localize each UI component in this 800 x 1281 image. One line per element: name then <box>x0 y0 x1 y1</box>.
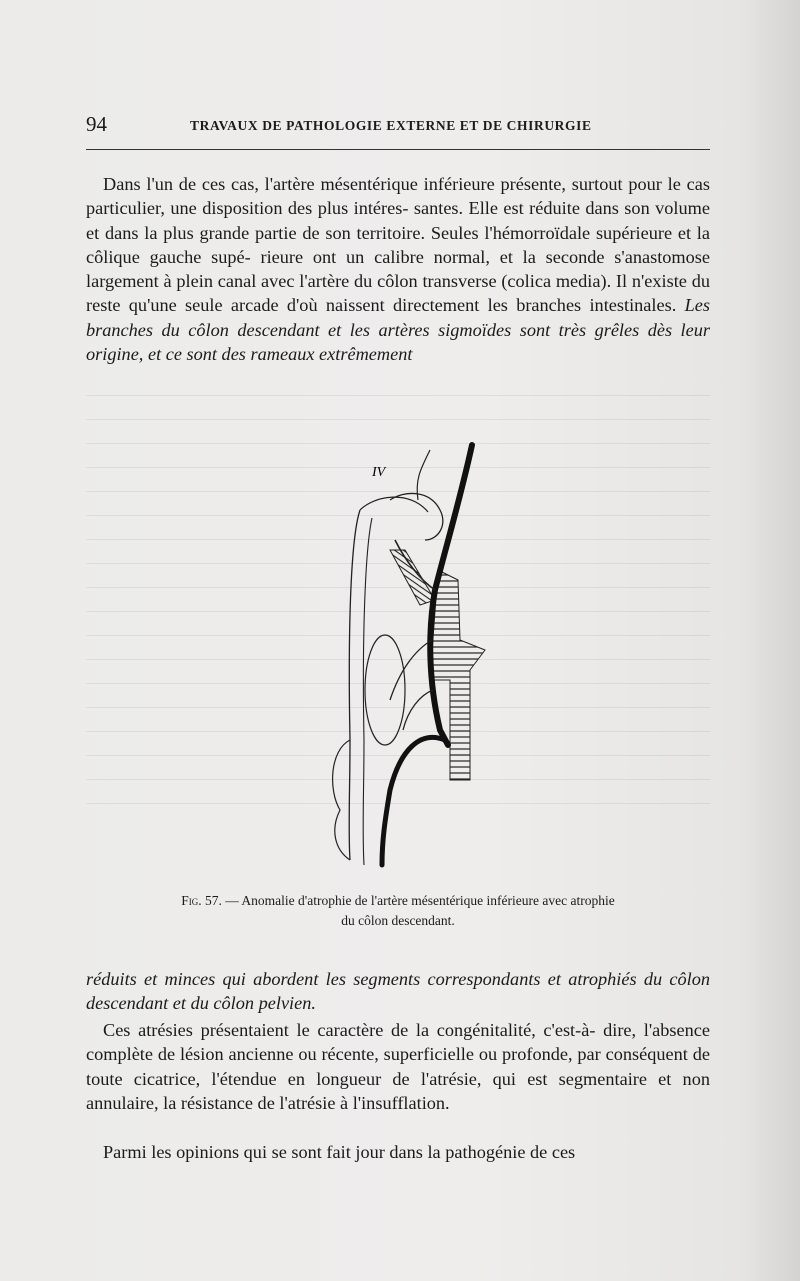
figure-caption <box>86 891 710 931</box>
plate-mark: IV <box>372 465 386 480</box>
text-line: plein canal avec l'artère du côlon transverse (colica media). Il n'existe <box>176 271 687 292</box>
aorta <box>430 570 485 780</box>
mesenteric-space <box>365 635 405 745</box>
paragraph-1 <box>86 172 710 366</box>
figure-label: Fig. 57. <box>181 893 222 908</box>
text-line: Parmi les opinions qui se sont fait jour dans la pathogénie de ces <box>103 1142 576 1162</box>
hemorrhoidal-artery <box>382 737 445 865</box>
text-line: dire, l'absence complète de lésion ancienne ou récente, superficielle ou <box>86 1020 710 1065</box>
paragraph-3 <box>86 1140 710 1164</box>
running-title: TRAVAUX DE PATHOLOGIE EXTERNE ET DE CHIRURGIE <box>190 118 592 133</box>
text-line: rieure ont un calibre normal, et la seconde s'anastomose largement à <box>86 246 710 292</box>
text-line: santes. Elle est réduite dans son volume et dans la plus grande partie de <box>86 198 710 243</box>
italic-text-line: sont très grêles dès leur origine, et ce sont des rameaux extrêmement <box>86 319 711 365</box>
italic-text-line: du côlon descendant et du côlon pelvien. <box>86 969 710 1014</box>
text-line: du reste qu'une seule arcade d'où naissent directement les branches <box>86 271 710 316</box>
text-line: à l'insufflation. <box>340 1092 450 1113</box>
text-line: Dans l'un de ces cas, l'artère mésentérique inférieure présente, <box>103 174 566 194</box>
caption-line-2: du côlon descendant. <box>341 913 455 928</box>
text-line: l'atrésie, qui est segmentaire et non annulaire, la résistance de l'atrésie <box>86 1068 710 1113</box>
descending-colon <box>349 510 360 860</box>
text-line: surtout pour le cas particulier, une disposition des plus intéres- <box>86 174 710 219</box>
italic-text-line: réduits et minces qui abordent les segments correspondants et atrophiés <box>86 969 637 989</box>
text-line: Ces atrésies présentaient le caractère de la congénitalité, c'est-à- <box>103 1020 596 1040</box>
text-line: son territoire. Seules l'hémorroïdale supérieure et la côlique gauche supé- <box>86 222 711 267</box>
page-number: 94 <box>86 112 107 136</box>
anatomical-figure <box>320 440 520 870</box>
colon-loop <box>417 450 430 500</box>
text-line: intestinales. <box>589 295 677 316</box>
page-edge-shadow <box>740 0 800 1281</box>
italic-text-line: Les branches du côlon descendant et les artères sigmoïdes <box>86 295 710 340</box>
continuation-text <box>86 967 710 1016</box>
header-rule <box>86 149 710 150</box>
paragraph-2 <box>86 1018 710 1115</box>
text-line: profonde, par conséquent de toute cicatrice, l'étendue en longueur de <box>86 1044 710 1089</box>
caption-line-1: — Anomalie d'atrophie de l'artère mésentérique inférieure avec atrophie <box>221 893 615 908</box>
page-header <box>86 112 708 142</box>
